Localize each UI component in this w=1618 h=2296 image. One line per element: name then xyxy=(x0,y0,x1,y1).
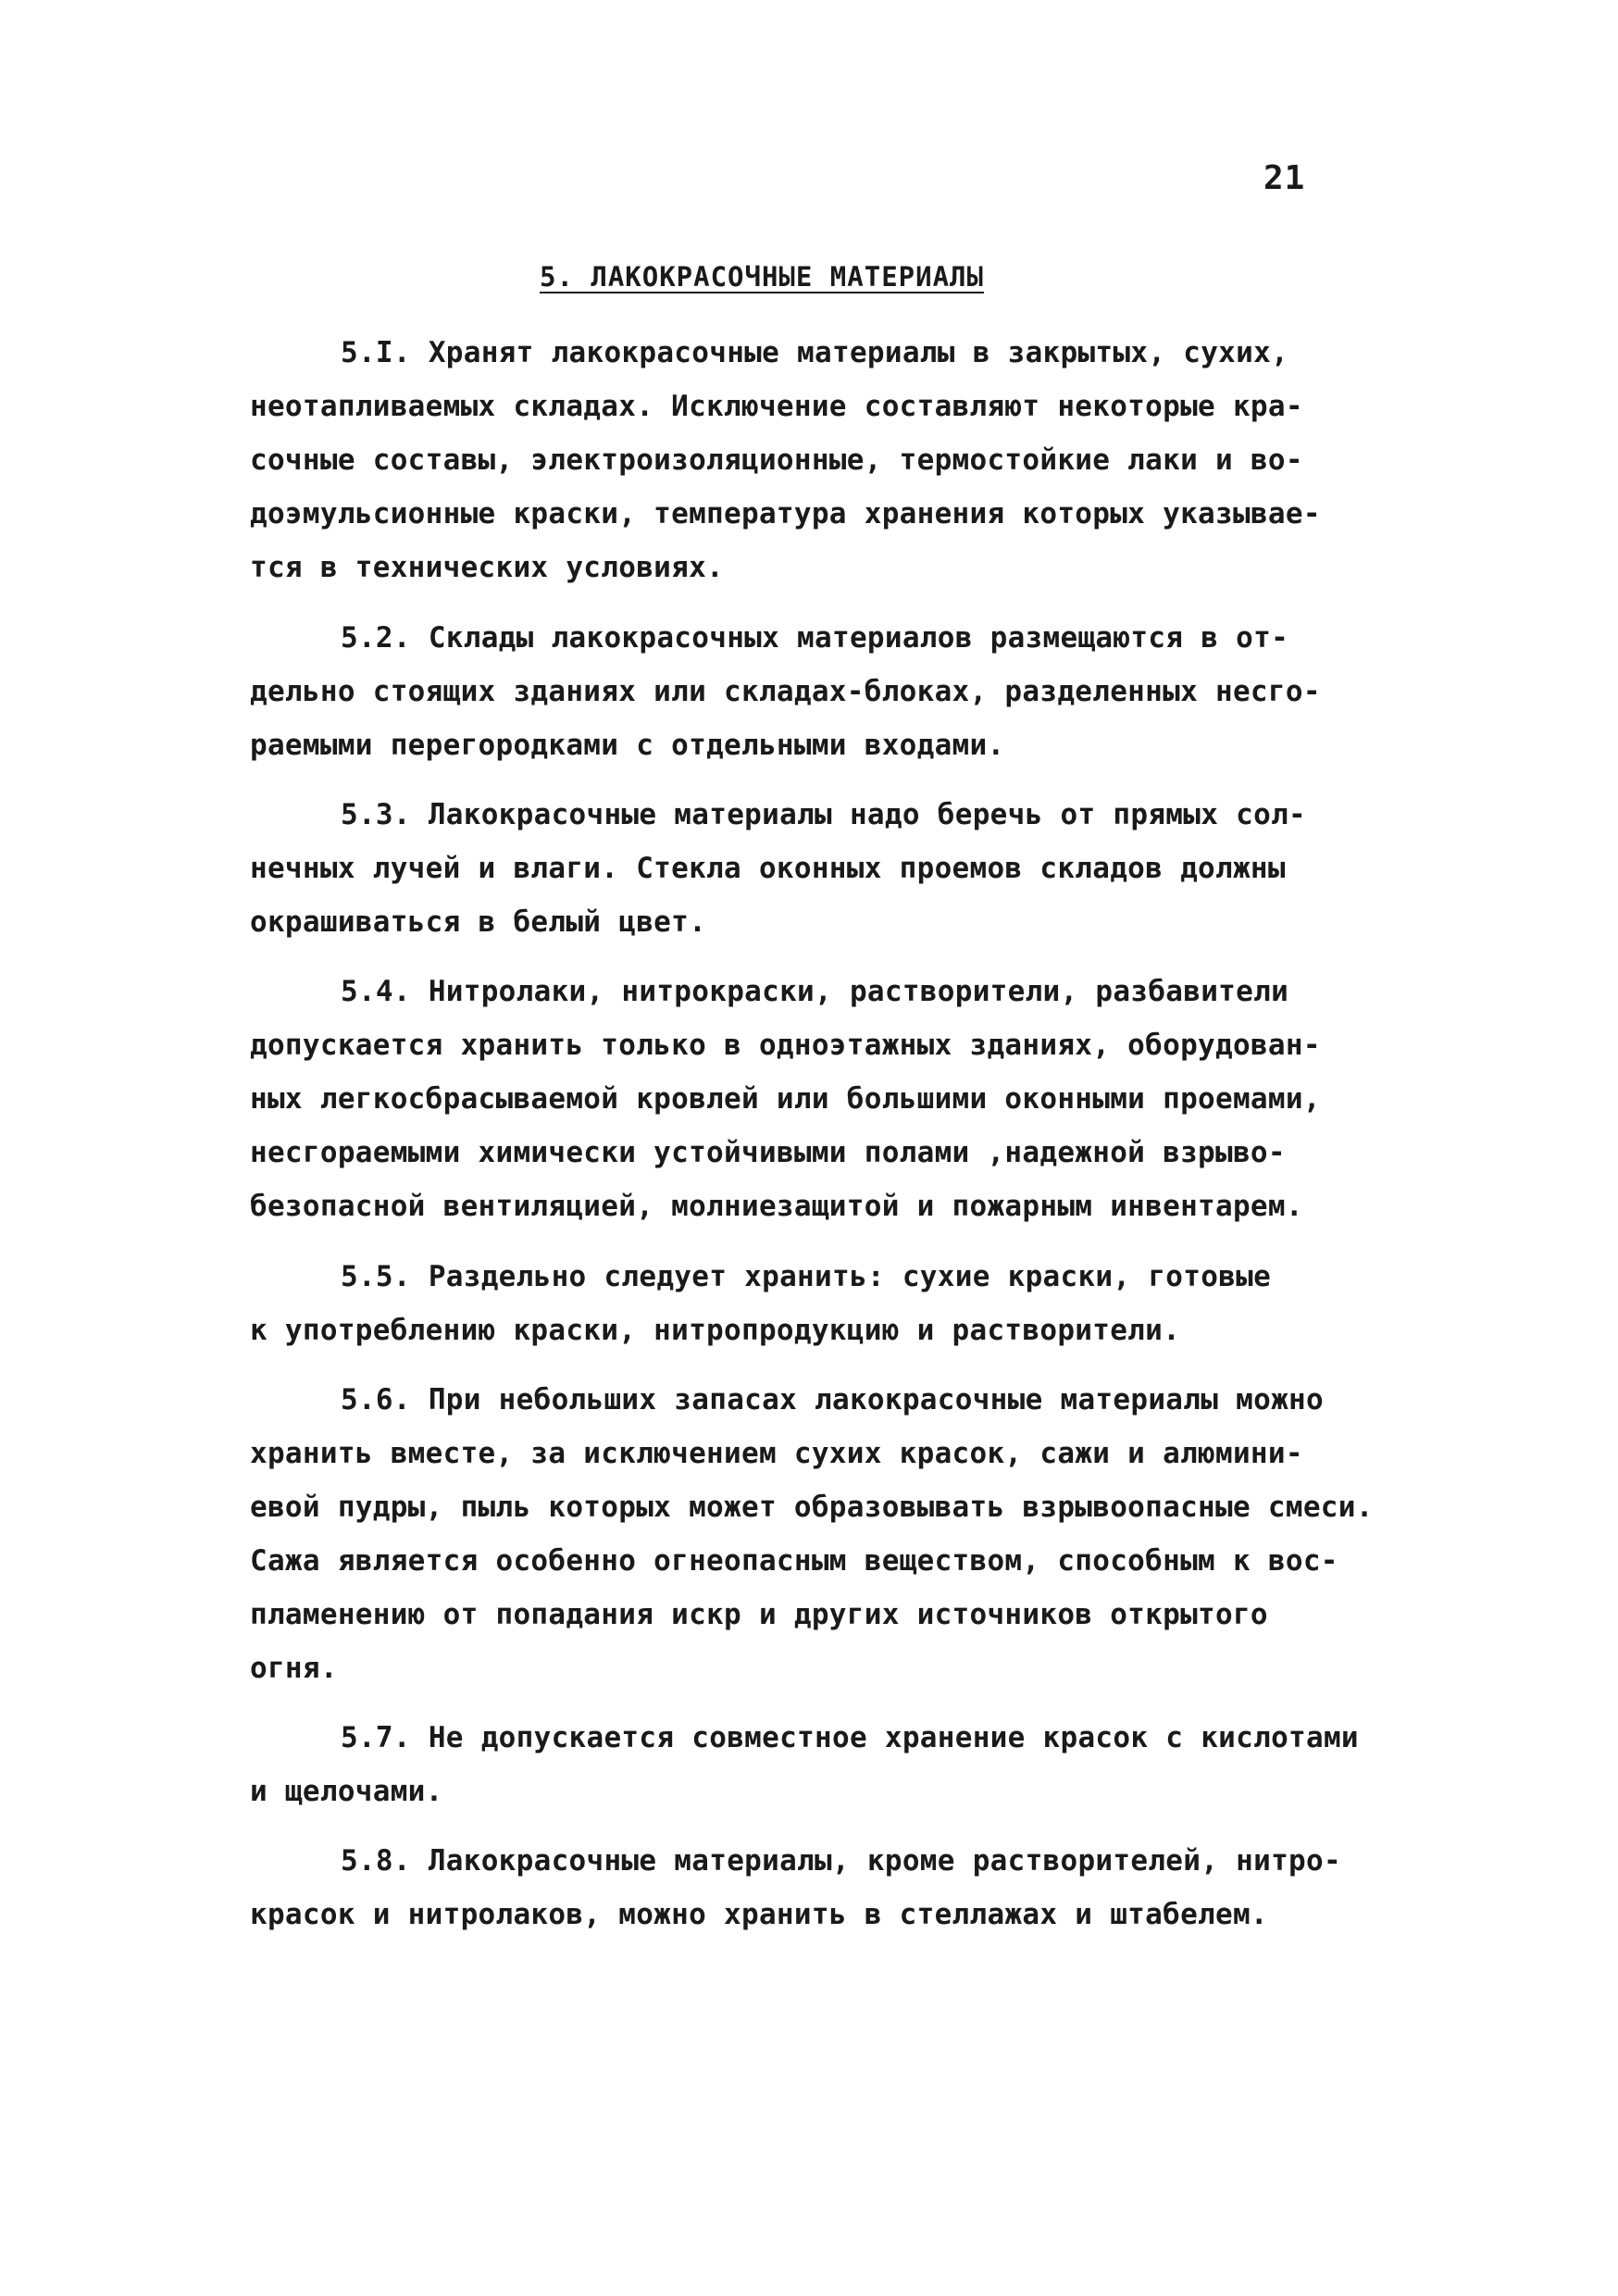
text-line: евой пудры, пыль которых может образовывать взрывоопасные смеси. xyxy=(250,1491,1374,1524)
text-line: несгораемыми химически устойчивыми полами ,надежной взрыво- xyxy=(250,1136,1286,1169)
text-line: окрашиваться в белый цвет. xyxy=(250,905,707,939)
text-line: доэмульсионные краски, температура хранения которых указывае- xyxy=(250,497,1321,530)
text-line: 5.4. Нитролаки, нитрокраски, растворители, разбавители xyxy=(341,975,1289,1008)
text-line: к употреблению краски, нитропродукцию и растворители. xyxy=(250,1314,1181,1347)
text-line: сочные составы, электроизоляционные, термостойкие лаки и во- xyxy=(250,443,1303,477)
page-number: 21 xyxy=(1263,159,1306,197)
text-line: тся в технических условиях. xyxy=(250,551,725,584)
text-line: неотапливаемых складах. Исключение составляют некоторые кра- xyxy=(250,390,1303,423)
text-line: нечных лучей и влаги. Стекла оконных проемов складов должны xyxy=(250,852,1286,885)
text-line: допускается хранить только в одноэтажных зданиях, оборудован- xyxy=(250,1029,1321,1062)
text-line: 5.7. Не допускается совместное хранение красок с кислотами xyxy=(341,1721,1359,1754)
text-line: Сажа является особенно огнеопасным веществом, способным к вос- xyxy=(250,1544,1338,1578)
text-line: 5.I. Хранят лакокрасочные материалы в закрытых, сухих, xyxy=(341,336,1289,369)
text-line: 5.2. Склады лакокрасочных материалов размещаются в от- xyxy=(341,621,1289,655)
text-line: дельно стоящих зданиях или складах-блоках, разделенных несго- xyxy=(250,675,1321,708)
text-line: 5.6. При небольших запасах лакокрасочные материалы можно xyxy=(341,1383,1324,1416)
text-line: 5.8. Лакокрасочные материалы, кроме растворителей, нитро- xyxy=(341,1844,1341,1878)
text-line: безопасной вентиляцией, молниезащитой и пожарным инвентарем. xyxy=(250,1190,1303,1223)
text-line: 5.3. Лакокрасочные материалы надо беречь от прямых сол- xyxy=(341,798,1306,831)
text-line: 5.5. Раздельно следует хранить: сухие краски, готовые xyxy=(341,1260,1272,1293)
text-line: красок и нитролаков, можно хранить в стеллажах и штабелем. xyxy=(250,1898,1268,1931)
text-line: огня. xyxy=(250,1652,338,1685)
text-line: раемыми перегородками с отдельными входами. xyxy=(250,729,1005,762)
text-line: и щелочами. xyxy=(250,1775,443,1808)
text-line: ных легкосбрасываемой кровлей или большими оконными проемами, xyxy=(250,1082,1321,1116)
section-title: 5. ЛАКОКРАСОЧНЫЕ МАТЕРИАЛЫ xyxy=(540,261,984,293)
text-line: пламенению от попадания искр и других источников открытого xyxy=(250,1598,1268,1631)
text-line: хранить вместе, за исключением сухих красок, сажи и алюмини- xyxy=(250,1437,1303,1470)
